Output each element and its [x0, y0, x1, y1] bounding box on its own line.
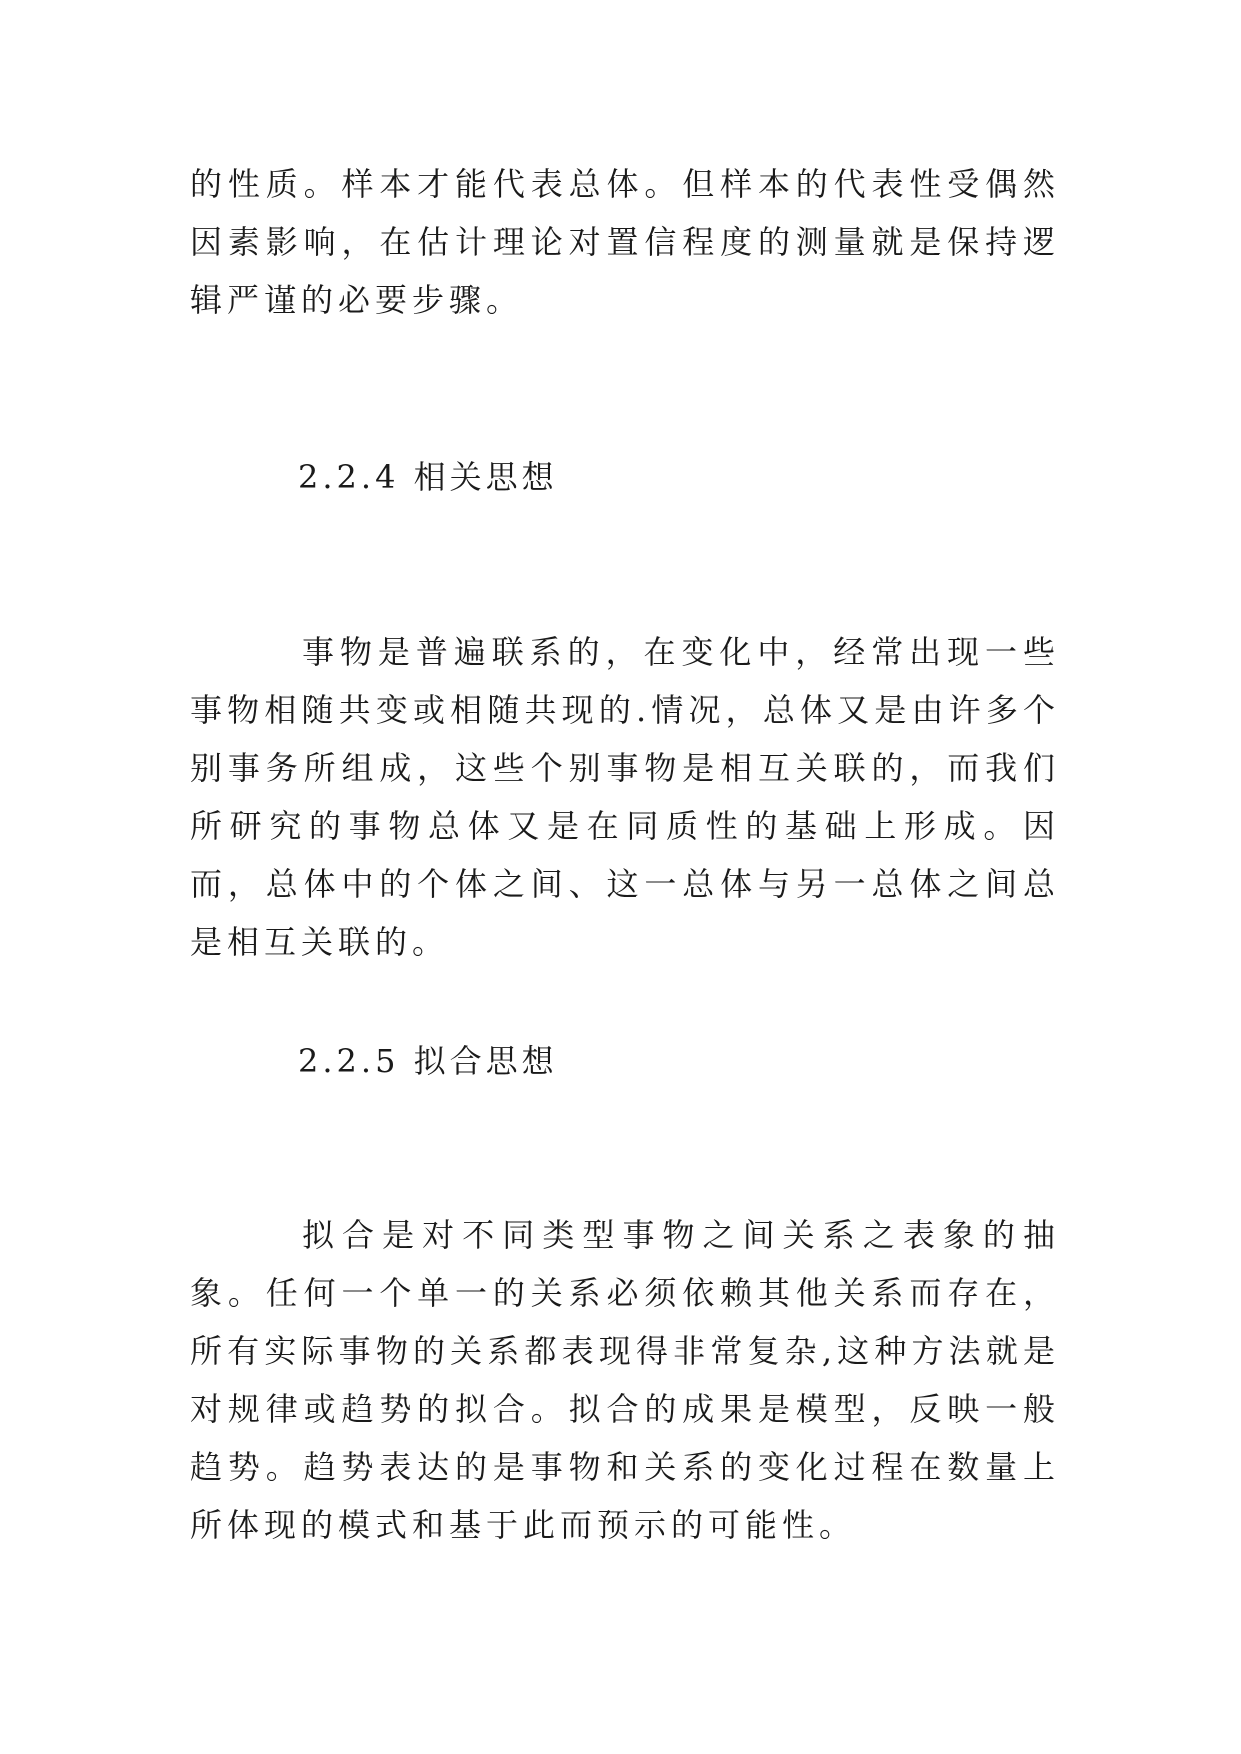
paragraph-continuation: 的性质。样本才能代表总体。但样本的代表性受偶然因素影响，在估计理论对置信程度的测量就是保持逻辑严谨的必要步骤。 [190, 165, 1060, 319]
paragraph-correlation: 事物是普遍联系的，在变化中，经常出现一些事物相随共变或相随共现的.情况，总体又是由许多个别事务所组成，这些个别事物是相互关联的，而我们所研究的事物总体又是在同质性的基础上形成。因而，总体中的个体之间、这一总体与另一总体之间总是相互关联的。 [190, 633, 1060, 961]
paragraph-fitting: 拟合是对不同类型事物之间关系之表象的抽象。任何一个单一的关系必须依赖其他关系而存在，所有实际事物的关系都表现得非常复杂,这种方法就是对规律或趋势的拟合。拟合的成果是模型，反映一般趋势。趋势表达的是事物和关系的变化过程在数量上所体现的模式和基于此而预示的可能性。 [190, 1216, 1060, 1544]
section-heading-2-2-5: 2.2.5 拟合思想 [298, 1042, 558, 1080]
section-heading-2-2-4: 2.2.4 相关思想 [298, 458, 558, 496]
